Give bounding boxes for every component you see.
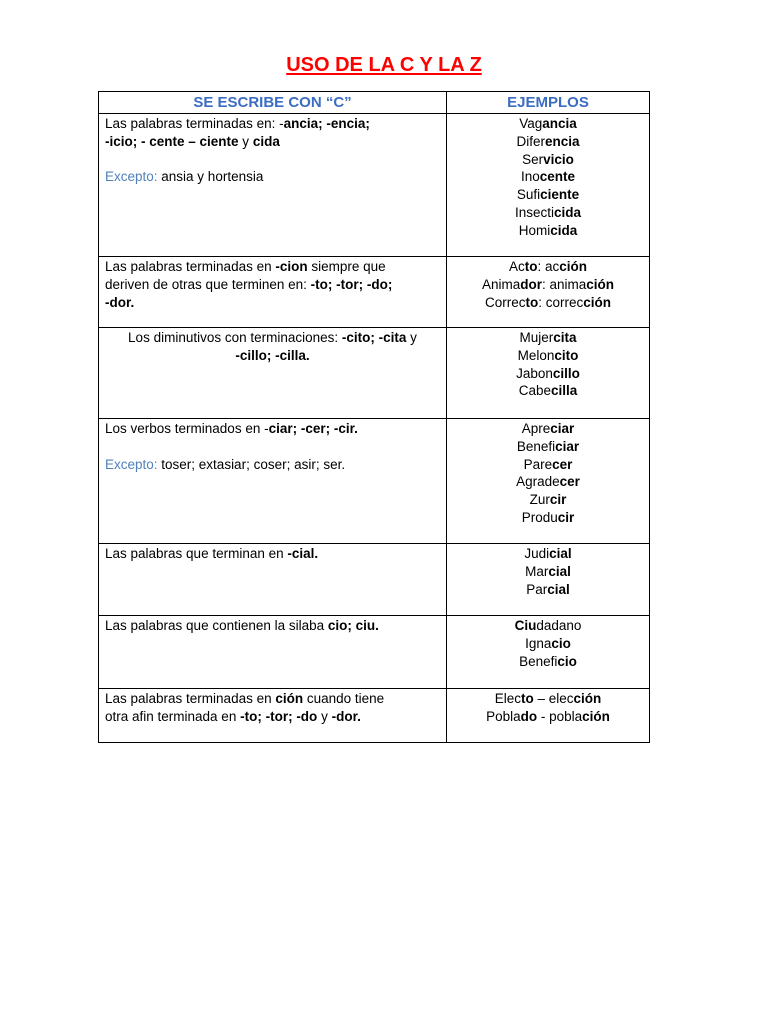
- plain-text: Correc: [484, 294, 526, 310]
- plain-text: Pare: [523, 456, 553, 472]
- plain-text: - pobla: [537, 708, 583, 724]
- rule-cell: [99, 689, 447, 742]
- bold-ending: ciar: [555, 438, 580, 454]
- plain-text: Jabon: [516, 365, 553, 381]
- bold-ending: cilla: [551, 383, 578, 399]
- rule-text-line: [105, 690, 446, 708]
- bold-ending: cio: [557, 653, 577, 669]
- plain-text: Insecti: [514, 204, 554, 220]
- plain-text: y: [238, 133, 253, 149]
- plain-text: Benefi: [516, 438, 556, 454]
- bold-ending: cial: [547, 581, 570, 597]
- bold-ending: Ciu: [514, 618, 537, 633]
- plain-text: : correc: [538, 294, 584, 310]
- plain-text: Produ: [521, 509, 558, 525]
- bold-ending: -icio; - cente – ciente: [105, 133, 239, 149]
- bold-ending: encia: [544, 133, 580, 149]
- bold-ending: cida: [550, 222, 578, 238]
- rule-cell: [99, 114, 447, 256]
- document-title: USO DE LA C Y LA Z: [286, 54, 482, 76]
- example-word: [447, 473, 649, 491]
- plain-text: Judi: [524, 546, 550, 561]
- plain-text: y: [406, 330, 417, 345]
- bold-ending: ción: [583, 294, 612, 310]
- rule-cell: [99, 544, 447, 615]
- plain-text: Agrade: [516, 474, 560, 490]
- bold-ending: cida: [554, 204, 582, 220]
- example-word: [447, 115, 649, 133]
- bold-ending: cer: [559, 474, 580, 490]
- plain-text: Mar: [525, 563, 549, 579]
- example-word: [447, 294, 649, 312]
- bold-ending: -to; -tor; -do;: [310, 276, 393, 292]
- rule-text-line: [99, 329, 446, 347]
- bold-ending: -dor.: [105, 294, 135, 310]
- example-word: [447, 168, 649, 186]
- plain-text: : ac: [537, 259, 560, 274]
- bold-ending: cita: [553, 330, 577, 345]
- example-word: [447, 708, 649, 726]
- plain-text: Las palabras terminadas en: [105, 259, 276, 274]
- exception-label: Excepto:: [105, 456, 158, 472]
- rule-cell: [99, 328, 447, 418]
- example-word: [447, 690, 649, 708]
- bold-ending: ancia; -encia;: [283, 116, 370, 131]
- plain-text: Las palabras terminadas en: -: [105, 116, 284, 131]
- plain-text: Melon: [517, 347, 555, 363]
- plain-text: Pobla: [486, 708, 521, 724]
- bold-ending: ción: [573, 691, 602, 706]
- rule-text-line: [105, 545, 446, 563]
- bold-ending: to: [525, 294, 539, 310]
- plain-text: Ac: [508, 259, 525, 274]
- example-word: [447, 491, 649, 509]
- bold-ending: ciar: [550, 421, 575, 436]
- rule-text-line: [105, 276, 446, 294]
- plain-text: Anima: [481, 276, 521, 292]
- example-word: [447, 382, 649, 400]
- bold-ending: ción: [586, 276, 615, 292]
- bold-ending: cial: [549, 546, 572, 561]
- plain-text: siempre que: [307, 259, 386, 274]
- bold-ending: to: [520, 691, 534, 706]
- plain-text: Ser: [522, 151, 544, 167]
- example-word: [447, 456, 649, 474]
- plain-text: Los verbos terminados en -: [105, 421, 269, 436]
- example-word: [447, 133, 649, 151]
- plain-text: otra afin terminada en: [105, 708, 241, 724]
- example-word: [447, 653, 649, 671]
- rule-text-line: [99, 347, 446, 365]
- examples-cell: [447, 544, 649, 615]
- plain-text: – elec: [533, 691, 574, 706]
- plain-text: Mujer: [519, 330, 554, 345]
- example-word: [447, 186, 649, 204]
- plain-text: y: [317, 708, 332, 724]
- example-word: [447, 365, 649, 383]
- bold-ending: vicio: [543, 151, 574, 167]
- bold-ending: -cillo; -cilla.: [235, 347, 310, 363]
- bold-ending: ción: [582, 708, 610, 724]
- bold-ending: cida: [252, 133, 280, 149]
- bold-ending: cente: [539, 169, 576, 185]
- example-word: [447, 258, 649, 276]
- rule-text-line: [105, 151, 446, 169]
- bold-ending: ciente: [540, 187, 580, 203]
- table-row: [99, 616, 649, 689]
- plain-text: Igna: [525, 635, 552, 651]
- example-word: [447, 438, 649, 456]
- example-word: [447, 420, 649, 438]
- table-row: [99, 689, 649, 742]
- bold-ending: -dor.: [331, 708, 361, 724]
- examples-cell: [447, 328, 649, 418]
- rule-text-line: [105, 420, 446, 438]
- bold-ending: cial: [548, 563, 571, 579]
- bold-ending: ción: [559, 259, 588, 274]
- plain-text: Ino: [520, 169, 540, 185]
- table-header-row: [99, 92, 649, 114]
- bold-ending: dor: [520, 276, 542, 292]
- table-row: [99, 257, 649, 328]
- example-word: [447, 204, 649, 222]
- plain-text: deriven de otras que terminen en:: [105, 276, 311, 292]
- examples-cell: [447, 257, 649, 327]
- plain-text: Vag: [519, 116, 543, 131]
- rule-text-line: [105, 258, 446, 276]
- bold-ending: cillo: [552, 365, 580, 381]
- plain-text: cuando tiene: [303, 691, 385, 706]
- example-word: [447, 635, 649, 653]
- example-word: [447, 617, 649, 635]
- bold-ending: cio: [551, 635, 571, 651]
- rule-text-line: [105, 617, 446, 635]
- bold-ending: to: [524, 259, 538, 274]
- examples-cell: [447, 114, 649, 256]
- bold-ending: do: [520, 708, 538, 724]
- example-word: [447, 151, 649, 169]
- rule-text-line: [105, 294, 446, 312]
- plain-text: Las palabras que terminan en: [105, 546, 288, 561]
- exception-label: Excepto:: [105, 169, 158, 185]
- rule-text-line: [105, 133, 446, 151]
- example-word: [447, 276, 649, 294]
- examples-cell: [447, 616, 649, 688]
- plain-text: toser; extasiar; coser; asir; ser.: [157, 456, 346, 472]
- plain-text: Benefi: [519, 653, 558, 669]
- rule-cell: [99, 616, 447, 688]
- example-word: [447, 347, 649, 365]
- table-row: [99, 419, 649, 544]
- rules-table: [98, 91, 650, 743]
- example-word: [447, 581, 649, 599]
- bold-ending: cito: [554, 347, 579, 363]
- plain-text: Zur: [529, 492, 550, 508]
- rule-text-line: [105, 438, 446, 456]
- bold-ending: cir: [557, 509, 575, 525]
- bold-ending: ciar; -cer; -cir.: [268, 421, 358, 436]
- plain-text: Elec: [494, 691, 521, 706]
- examples-cell: [447, 419, 649, 543]
- example-word: [447, 222, 649, 240]
- rule-text-line: [105, 456, 446, 474]
- rule-cell: [99, 257, 447, 327]
- plain-text: Cabe: [518, 383, 551, 399]
- plain-text: Difer: [516, 133, 545, 149]
- plain-text: Homi: [518, 222, 551, 238]
- rule-text-line: [105, 115, 446, 133]
- rule-text-line: [105, 168, 446, 186]
- bold-ending: -cial.: [287, 546, 319, 561]
- bold-ending: -to; -tor; -do: [240, 708, 318, 724]
- plain-text: Par: [526, 581, 548, 597]
- example-word: [447, 563, 649, 581]
- plain-text: Las palabras que contienen la silaba: [105, 618, 328, 633]
- bold-ending: -cion: [275, 259, 308, 274]
- example-word: [447, 329, 649, 347]
- bold-ending: ancia: [542, 116, 577, 131]
- plain-text: Las palabras terminadas en: [105, 691, 276, 706]
- bold-ending: cir: [549, 492, 567, 508]
- examples-cell: [447, 689, 649, 742]
- header-examples-column: EJEMPLOS: [507, 94, 589, 111]
- plain-text: : anima: [541, 276, 587, 292]
- plain-text: dadano: [536, 618, 582, 633]
- plain-text: Apre: [521, 421, 551, 436]
- bold-ending: -cito; -cita: [341, 330, 407, 345]
- header-rule-column: SE ESCRIBE CON “C”: [99, 92, 447, 113]
- plain-text: ansia y hortensia: [157, 169, 264, 185]
- example-word: [447, 545, 649, 563]
- plain-text: Sufi: [516, 187, 541, 203]
- plain-text: Los diminutivos con terminaciones:: [128, 330, 342, 345]
- table-row: [99, 328, 649, 419]
- bold-ending: cio; ciu.: [327, 618, 379, 633]
- example-word: [447, 509, 649, 527]
- bold-ending: ción: [275, 691, 304, 706]
- table-row: [99, 544, 649, 616]
- table-row: [99, 114, 649, 257]
- rule-text-line: [105, 708, 446, 726]
- bold-ending: cer: [552, 456, 573, 472]
- rule-cell: [99, 419, 447, 543]
